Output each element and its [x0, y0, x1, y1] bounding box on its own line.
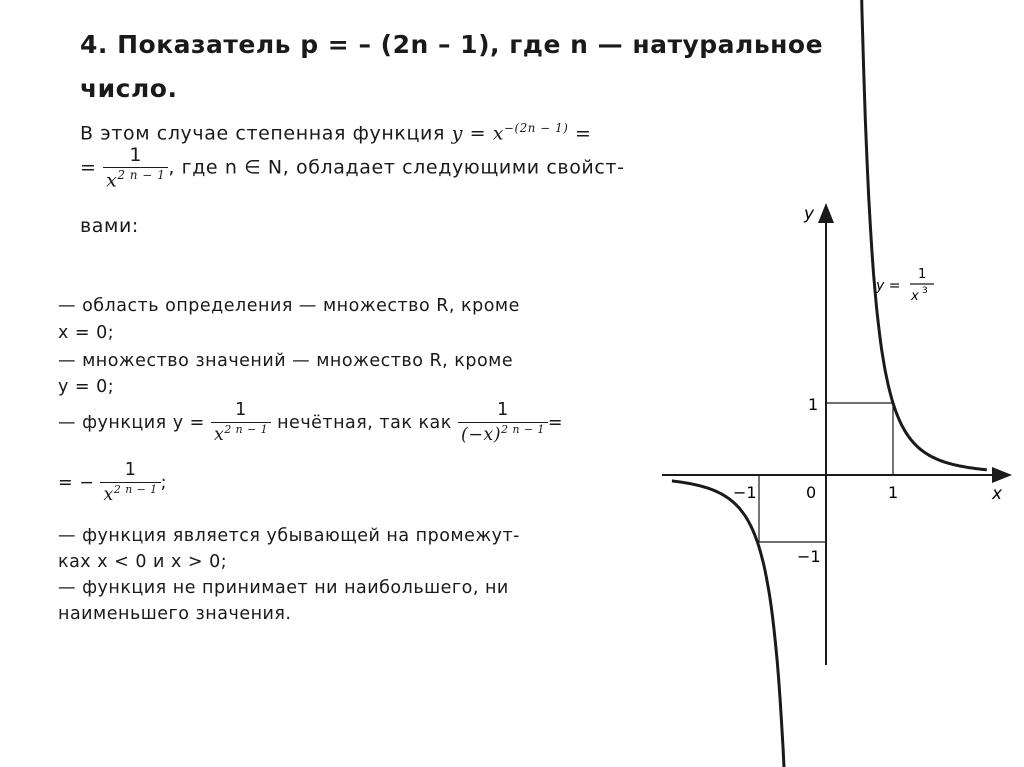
intro-fraction: $\frac{1}{x^{2 n - 1}}$: [103, 146, 168, 190]
tick-x-positive: 1: [888, 483, 899, 502]
property-domain-line1: — область определения — множество R, кроме: [58, 296, 520, 316]
y-axis-label: y: [804, 204, 815, 224]
property-decreasing-line2: ках x < 0 и x > 0;: [58, 552, 228, 572]
odd-fraction-3: $\frac{1}{x^{2 n - 1}}$: [100, 462, 160, 504]
intro-line3: вами:: [80, 215, 139, 237]
property-decreasing-line1: — функция является убывающей на промежут-: [58, 526, 520, 546]
svg-text:y =: y =: [876, 278, 901, 294]
property-range-line1: — множество значений — множество R, кроме: [58, 351, 514, 371]
svg-text:1: 1: [918, 267, 927, 282]
property-odd-result: = − $\frac{1}{x^{2 n - 1}}$ ;: [58, 460, 167, 505]
property-range-line2: y = 0;: [58, 377, 115, 397]
intro-line2: = $\frac{1}{x^{2 n - 1}}$ , где n ∈ N, обладает следующими свойст-: [80, 144, 625, 192]
odd-fraction-2: $\frac{1}{(-x)^{2 n - 1}}$: [458, 402, 548, 444]
svg-text:3: 3: [922, 286, 928, 296]
curve-positive-branch: [856, 0, 987, 470]
tick-y-negative: −1: [797, 547, 821, 566]
curve-negative-branch: [672, 481, 794, 767]
property-extrema-line1: — функция не принимает ни наибольшего, ни: [58, 578, 509, 598]
property-odd-line: — функция y = $\frac{1}{x^{2 n - 1}}$ нечётная, так как $\frac{1}{(-x)^{2 n - 1}}$ =: [58, 400, 564, 445]
property-extrema-line2: наименьшего значения.: [58, 604, 292, 624]
origin-label: 0: [806, 483, 817, 502]
tick-x-negative: −1: [733, 483, 757, 502]
tick-y-positive: 1: [808, 395, 819, 414]
odd-fraction-1: $\frac{1}{x^{2 n - 1}}$: [211, 402, 271, 444]
section-heading-line2: число.: [80, 74, 178, 103]
x-axis-label: x: [992, 484, 1003, 504]
svg-text:x: x: [911, 289, 919, 304]
section-heading-line1: 4. Показатель p = – (2n – 1), где n — натуральное: [80, 30, 824, 59]
intro-line1: В этом случае степенная функция $y = x^{-(2n - 1)}$ =: [80, 121, 592, 145]
curve-label: [875, 267, 934, 304]
property-domain-line2: x = 0;: [58, 323, 115, 343]
